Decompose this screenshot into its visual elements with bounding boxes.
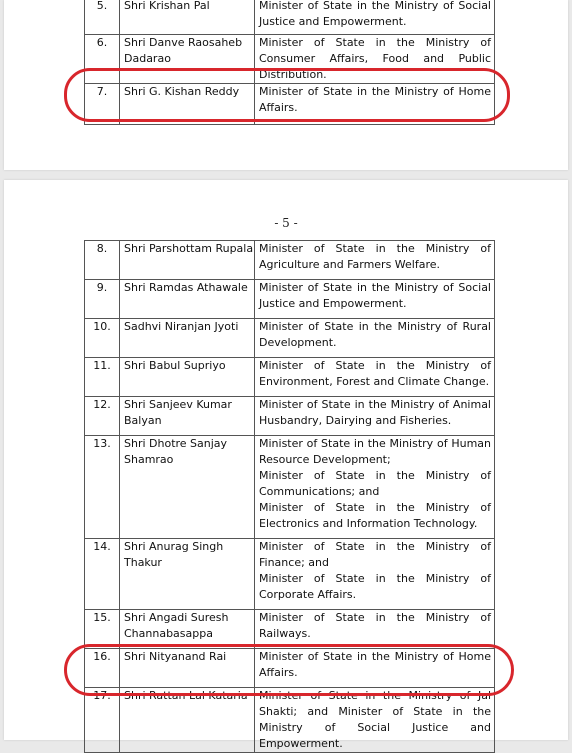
minister-name: Shri Danve Raosaheb Dadarao [120, 35, 255, 84]
page-number: - 5 - [274, 216, 298, 230]
document-page-5 [4, 180, 568, 750]
serial-number: 17. [85, 688, 120, 753]
portfolio-line: Minister of State in the Ministry of Electronics and Information Technology. [259, 501, 491, 530]
minister-name: Shri Dhotre Sanjay Shamrao [120, 436, 255, 539]
table-row [85, 319, 495, 358]
portfolio-line: Minister of State in the Ministry of Social Justice and Empowerment. [259, 0, 491, 28]
portfolio-line: Minister of State in the Ministry of Home Affairs. [259, 85, 491, 114]
portfolio-line: Minister of State in the Ministry of Social Justice and Empowerment. [259, 281, 491, 310]
minister-name: Shri Nityanand Rai [120, 649, 255, 688]
portfolio-line: Minister of State in the Ministry of Finance; and [259, 540, 491, 569]
table-row [85, 241, 495, 280]
ministers-table-page-4 [84, 0, 495, 125]
serial-number: 14. [85, 539, 120, 610]
table-row [85, 0, 495, 35]
table-row [85, 649, 495, 688]
minister-name: Shri Rattan Lal Kataria [120, 688, 255, 753]
portfolio-line: Minister of State in the Ministry of Communications; and [259, 469, 491, 498]
serial-number: 6. [85, 35, 120, 84]
portfolio-cell [255, 688, 495, 753]
portfolio-cell [255, 649, 495, 688]
minister-name: Shri Parshottam Rupala [120, 241, 255, 280]
portfolio-line: Minister of State in the Ministry of Jal Shakti; and Minister of State in the Ministry of Social Justice and Empowerment. [259, 689, 491, 750]
serial-number: 7. [85, 84, 120, 125]
table-row [85, 688, 495, 753]
portfolio-line: Minister of State in the Ministry of Railways. [259, 611, 491, 640]
minister-name: Shri Anurag Singh Thakur [120, 539, 255, 610]
portfolio-line: Minister of State in the Ministry of Rural Development. [259, 320, 491, 349]
table-row [85, 436, 495, 539]
portfolio-cell [255, 358, 495, 397]
serial-number: 13. [85, 436, 120, 539]
table-row [85, 539, 495, 610]
table-row [85, 358, 495, 397]
table-row [85, 84, 495, 125]
portfolio-cell [255, 241, 495, 280]
ministers-table-page-5 [84, 240, 495, 753]
portfolio-cell [255, 397, 495, 436]
serial-number: 12. [85, 397, 120, 436]
portfolio-line: Minister of State in the Ministry of Human Resource Development; [259, 437, 491, 466]
serial-number: 5. [85, 0, 120, 35]
portfolio-cell [255, 436, 495, 539]
portfolio-cell [255, 280, 495, 319]
minister-name: Shri Ramdas Athawale [120, 280, 255, 319]
serial-number: 10. [85, 319, 120, 358]
minister-name: Shri Krishan Pal [120, 0, 255, 35]
serial-number: 11. [85, 358, 120, 397]
portfolio-line: Minister of State in the Ministry of Animal Husbandry, Dairying and Fisheries. [259, 398, 491, 427]
portfolio-cell [255, 610, 495, 649]
serial-number: 8. [85, 241, 120, 280]
portfolio-line: Minister of State in the Ministry of Consumer Affairs, Food and Public Distribution. [259, 36, 491, 81]
portfolio-line: Minister of State in the Ministry of Corporate Affairs. [259, 572, 491, 601]
portfolio-cell [255, 539, 495, 610]
serial-number: 15. [85, 610, 120, 649]
table-row [85, 35, 495, 84]
portfolio-cell [255, 0, 495, 35]
portfolio-cell [255, 35, 495, 84]
table-row [85, 280, 495, 319]
minister-name: Sadhvi Niranjan Jyoti [120, 319, 255, 358]
table-row [85, 397, 495, 436]
serial-number: 9. [85, 280, 120, 319]
minister-name: Shri Sanjeev Kumar Balyan [120, 397, 255, 436]
serial-number: 16. [85, 649, 120, 688]
portfolio-cell [255, 84, 495, 125]
portfolio-line: Minister of State in the Ministry of Home Affairs. [259, 650, 491, 679]
table-row [85, 610, 495, 649]
minister-name: Shri Babul Supriyo [120, 358, 255, 397]
portfolio-line: Minister of State in the Ministry of Agriculture and Farmers Welfare. [259, 242, 491, 271]
minister-name: Shri Angadi Suresh Channabasappa [120, 610, 255, 649]
document-page-4 [4, 0, 568, 170]
portfolio-line: Minister of State in the Ministry of Environment, Forest and Climate Change. [259, 359, 491, 388]
minister-name: Shri G. Kishan Reddy [120, 84, 255, 125]
portfolio-cell [255, 319, 495, 358]
